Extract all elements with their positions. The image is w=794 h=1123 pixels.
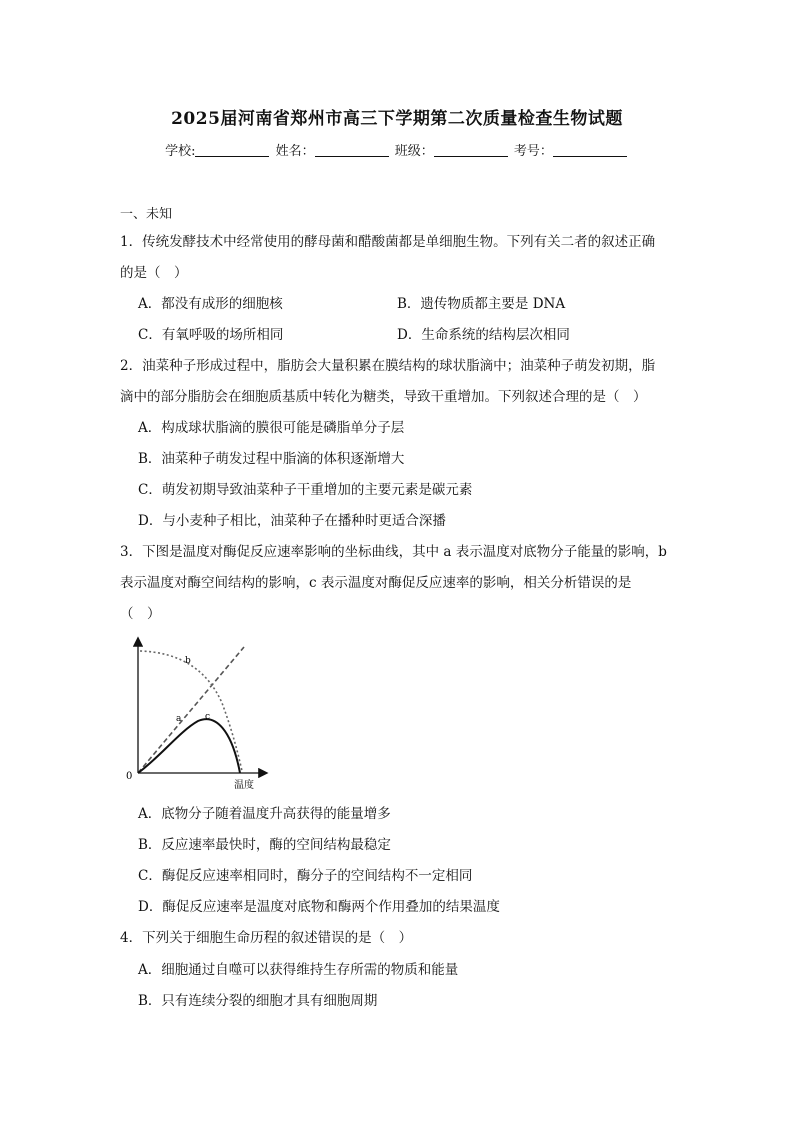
curve-c-label: c [205, 712, 211, 722]
q2-option-d: D．与小麦种子相比，油菜种子在播种时更适合深播 [138, 513, 446, 529]
student-info-row [0, 140, 794, 159]
q3-option-c: C．酶促反应速率相同时，酶分子的空间结构不一定相同 [138, 868, 473, 884]
school-blank[interactable] [195, 144, 269, 157]
q1-stem-line1: 1．传统发酵技术中经常使用的酵母菌和醋酸菌都是单细胞生物。下列有关二者的叙述正确 [120, 234, 656, 250]
q3-stem-line3: （ ） [120, 606, 161, 622]
page-title: 2025届河南省郑州市高三下学期第二次质量检查生物试题 [171, 109, 623, 129]
q3-option-d: D．酶促反应速率是温度对底物和酶两个作用叠加的结果温度 [138, 899, 500, 915]
origin-label: 0 [126, 771, 133, 782]
x-axis-label: 温度 [234, 780, 254, 791]
section-heading: 一、未知 [120, 207, 173, 222]
curve-a-line [138, 647, 244, 773]
q2-option-a: A．构成球状脂滴的膜很可能是磷脂单分子层 [138, 420, 405, 436]
q2-option-b: B．油菜种子萌发过程中脂滴的体积逐渐增大 [138, 451, 405, 467]
q3-option-b: B．反应速率最快时，酶的空间结构最稳定 [138, 837, 391, 853]
exam-no-label: 考号： [513, 144, 553, 159]
q3-stem-line2: 表示温度对酶空间结构的影响，c 表示温度对酶促反应速率的影响，相关分析错误的是 [120, 575, 632, 591]
q3-option-a: A．底物分子随着温度升高获得的能量增多 [138, 806, 391, 822]
q2-stem-line1: 2．油菜种子形成过程中，脂肪会大量积累在膜结构的球状脂滴中；油菜种子萌发初期，脂 [120, 358, 656, 374]
q1-option-a: A．都没有成形的细胞核 [138, 296, 283, 312]
q1-stem-line2: 的是（ ） [120, 265, 188, 281]
name-label: 姓名： [275, 144, 315, 159]
q4-option-b: B．只有连续分裂的细胞才具有细胞周期 [138, 993, 378, 1009]
curve-c-line [138, 719, 240, 773]
school-label: 学校: [165, 144, 196, 159]
q1-option-c: C．有氧呼吸的场所相同 [138, 327, 284, 343]
temperature-rate-graph [120, 633, 280, 793]
q3-stem-line1: 3．下图是温度对酶促反应速率影响的坐标曲线，其中 a 表示温度对底物分子能量的影响，b [120, 544, 667, 560]
name-blank[interactable] [315, 144, 389, 157]
q2-stem-line2: 滴中的部分脂肪会在细胞质基质中转化为糖类，导致干重增加。下列叙述合理的是（ ） [120, 389, 647, 405]
curve-a-label: a [176, 714, 182, 724]
q4-stem: 4．下列关于细胞生命历程的叙述错误的是（ ） [120, 930, 413, 946]
exam-no-blank[interactable] [553, 144, 627, 157]
curve-b-label: b [185, 656, 191, 666]
q1-option-b: B．遗传物质都主要是 DNA [397, 296, 566, 312]
q4-option-a: A．细胞通过自噬可以获得维持生存所需的物质和能量 [138, 962, 459, 978]
class-label: 班级： [394, 144, 434, 159]
q2-option-c: C．萌发初期导致油菜种子干重增加的主要元素是碳元素 [138, 482, 473, 498]
class-blank[interactable] [434, 144, 508, 157]
q1-option-d: D．生命系统的结构层次相同 [397, 327, 570, 343]
